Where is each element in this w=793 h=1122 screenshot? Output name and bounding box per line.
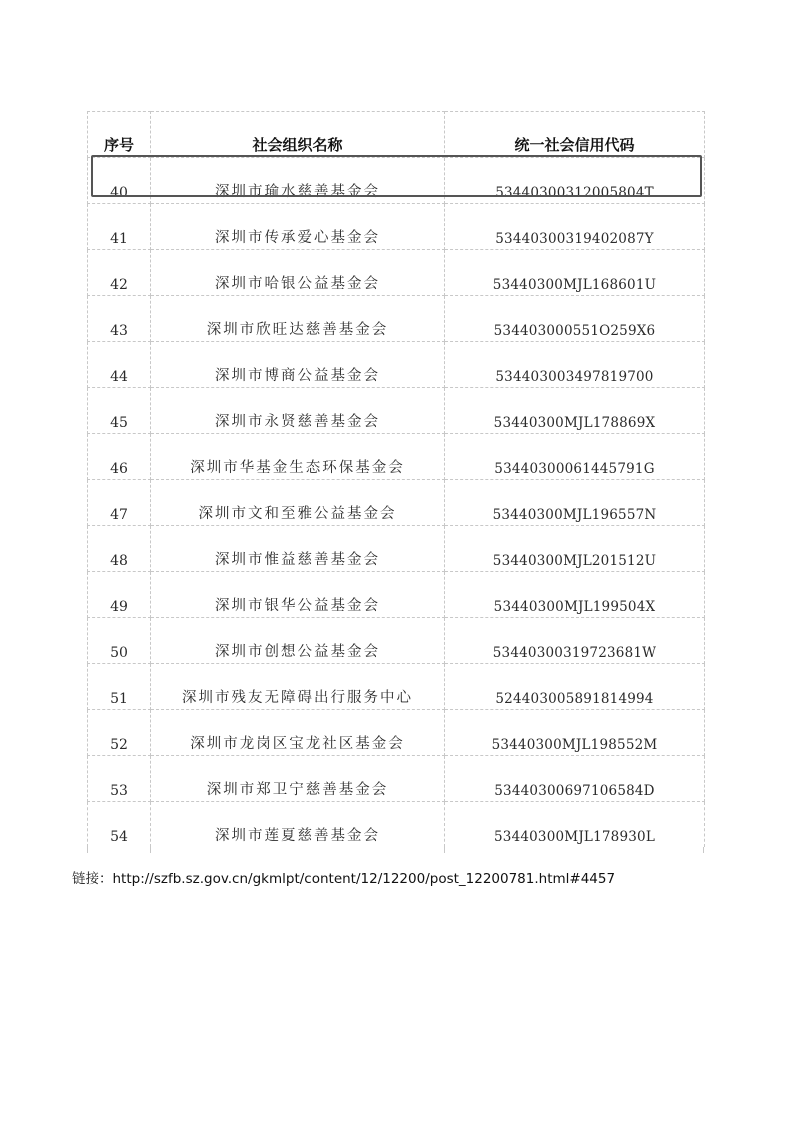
row-serial-number: 53 — [88, 756, 151, 802]
row-credit-code: 524403005891814994 — [445, 664, 705, 710]
row-organization-name: 深圳市银华公益基金会 — [151, 572, 445, 618]
row-serial-number: 47 — [88, 480, 151, 526]
row-serial-number: 52 — [88, 710, 151, 756]
row-organization-name: 深圳市哈银公益基金会 — [151, 250, 445, 296]
organization-table-container — [87, 111, 704, 853]
row-credit-code: 53440300319723681W — [445, 618, 705, 664]
row-organization-name: 深圳市残友无障碍出行服务中心 — [151, 664, 445, 710]
header-credit-code: 统一社会信用代码 — [445, 112, 705, 158]
row-serial-number: 48 — [88, 526, 151, 572]
row-credit-code: 53440300MJL168601U — [445, 250, 705, 296]
table-row — [88, 388, 705, 434]
table-header-row — [88, 112, 705, 158]
table-row — [88, 204, 705, 250]
row-credit-code: 53440300061445791G — [445, 434, 705, 480]
table-row — [88, 802, 705, 848]
link-label: 链接： — [72, 871, 113, 887]
row-serial-number: 43 — [88, 296, 151, 342]
organization-table — [87, 111, 705, 847]
row-organization-name: 深圳市瑜水慈善基金会 — [151, 158, 445, 204]
row-organization-name: 深圳市博商公益基金会 — [151, 342, 445, 388]
row-organization-name: 深圳市华基金生态环保基金会 — [151, 434, 445, 480]
row-serial-number: 41 — [88, 204, 151, 250]
row-credit-code: 53440300MJL198552M — [445, 710, 705, 756]
row-organization-name: 深圳市创想公益基金会 — [151, 618, 445, 664]
header-organization-name: 社会组织名称 — [151, 112, 445, 158]
row-organization-name: 深圳市郑卫宁慈善基金会 — [151, 756, 445, 802]
table-body — [88, 158, 705, 848]
row-serial-number: 49 — [88, 572, 151, 618]
row-credit-code: 53440300MJL178869X — [445, 388, 705, 434]
table-tail-lines — [87, 847, 704, 853]
table-row — [88, 756, 705, 802]
row-serial-number: 42 — [88, 250, 151, 296]
row-serial-number: 50 — [88, 618, 151, 664]
row-credit-code: 53440300697106584D — [445, 756, 705, 802]
table-row — [88, 480, 705, 526]
row-organization-name: 深圳市惟益慈善基金会 — [151, 526, 445, 572]
table-row — [88, 250, 705, 296]
row-credit-code: 53440300MJL178930L — [445, 802, 705, 848]
row-serial-number: 46 — [88, 434, 151, 480]
table-row — [88, 526, 705, 572]
table-row — [88, 710, 705, 756]
row-credit-code: 53440300312005804T — [445, 158, 705, 204]
table-row — [88, 158, 705, 204]
row-credit-code: 53440300MJL201512U — [445, 526, 705, 572]
source-link-url[interactable]: http://szfb.sz.gov.cn/gkmlpt/content/12/12200/post_12200781.html#4457 — [112, 871, 616, 887]
row-serial-number: 51 — [88, 664, 151, 710]
row-credit-code: 53440300MJL196557N — [445, 480, 705, 526]
source-link-line — [72, 867, 615, 887]
row-organization-name: 深圳市欣旺达慈善基金会 — [151, 296, 445, 342]
table-row — [88, 342, 705, 388]
row-credit-code: 534403003497819700 — [445, 342, 705, 388]
row-serial-number: 40 — [88, 158, 151, 204]
table-row — [88, 664, 705, 710]
row-credit-code: 53440300319402087Y — [445, 204, 705, 250]
row-organization-name: 深圳市传承爱心基金会 — [151, 204, 445, 250]
table-row — [88, 434, 705, 480]
row-organization-name: 深圳市莲夏慈善基金会 — [151, 802, 445, 848]
table-row — [88, 572, 705, 618]
row-serial-number: 45 — [88, 388, 151, 434]
row-serial-number: 44 — [88, 342, 151, 388]
table-header — [88, 112, 705, 158]
table-row — [88, 618, 705, 664]
row-organization-name: 深圳市文和至雅公益基金会 — [151, 480, 445, 526]
row-organization-name: 深圳市龙岗区宝龙社区基金会 — [151, 710, 445, 756]
row-credit-code: 534403000551O259X6 — [445, 296, 705, 342]
table-row — [88, 296, 705, 342]
row-serial-number: 54 — [88, 802, 151, 848]
row-credit-code: 53440300MJL199504X — [445, 572, 705, 618]
row-organization-name: 深圳市永贤慈善基金会 — [151, 388, 445, 434]
header-serial-number: 序号 — [88, 112, 151, 158]
